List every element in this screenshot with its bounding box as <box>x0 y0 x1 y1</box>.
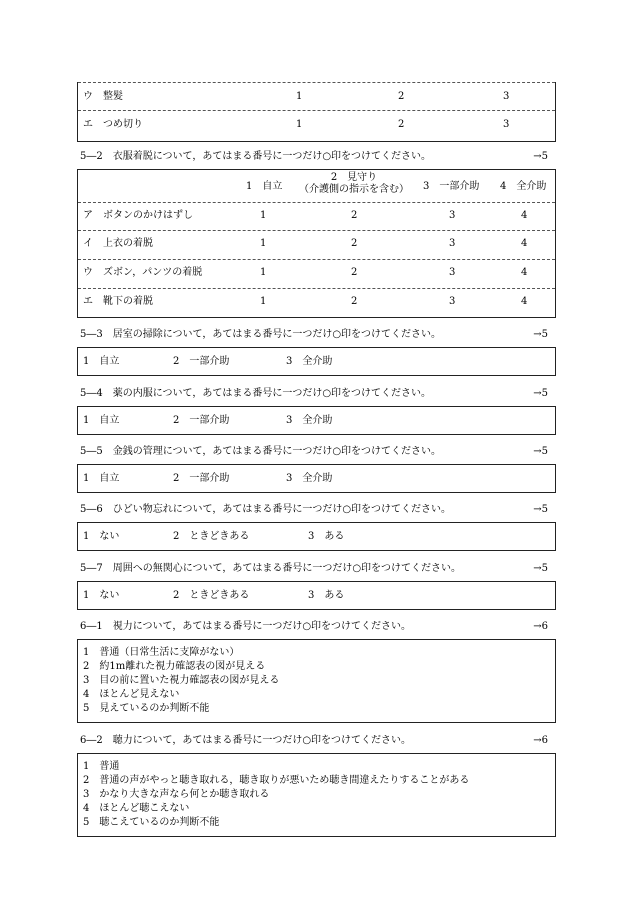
question-title: 5―6 ひどい物忘れについて，あてはまる番号に一つだけ○印をつけてください。 <box>80 504 452 515</box>
option-5[interactable]: 5 見えているのか判断不能 <box>83 703 210 714</box>
option-1[interactable]: 1 <box>296 119 303 130</box>
next-arrow: →5 <box>533 446 548 457</box>
header-independent: 1 自立 <box>246 181 283 192</box>
question-title: 5―3 居室の掃除について，あてはまる番号に一つだけ○印をつけてください。 <box>80 329 442 340</box>
row-label: ウ ズボン，パンツの着脱 <box>83 267 203 278</box>
option-3[interactable]: 3 かなり大きな声なら何とか聴き取れる <box>83 789 270 800</box>
option-2[interactable]: 2 一部介助 <box>173 473 230 484</box>
row-label: エ 靴下の着脱 <box>83 296 153 307</box>
option-1[interactable]: 1 <box>260 296 267 307</box>
option-4[interactable]: 4 <box>521 267 528 278</box>
option-1[interactable]: 1 自立 <box>83 415 120 426</box>
option-3[interactable]: 3 <box>503 91 510 102</box>
header-watch-note: （介護側の指示を含む） <box>299 184 409 195</box>
option-1[interactable]: 1 <box>260 267 267 278</box>
option-1[interactable]: 1 普通 <box>83 761 120 772</box>
next-arrow: →5 <box>533 329 548 340</box>
table-divider <box>78 288 555 289</box>
table-divider <box>78 230 555 231</box>
header-watch: 2 見守り <box>330 172 378 183</box>
option-2[interactable]: 2 ときどきある <box>173 531 250 542</box>
option-3[interactable]: 3 目の前に置いた視力確認表の図が見える <box>83 675 280 686</box>
option-5[interactable]: 5 聴こえているのか判断不能 <box>83 817 220 828</box>
option-1[interactable]: 1 普通（日常生活に支障がない） <box>83 647 240 658</box>
row-label: エ つめ切り <box>83 119 143 130</box>
next-arrow: →6 <box>533 735 548 746</box>
option-2[interactable]: 2 <box>351 238 358 249</box>
q5-5-options <box>77 464 556 493</box>
table-divider <box>78 110 555 111</box>
option-4[interactable]: 4 <box>521 296 528 307</box>
option-2[interactable]: 2 <box>398 119 405 130</box>
next-arrow: →5 <box>533 504 548 515</box>
option-3[interactable]: 3 <box>449 296 456 307</box>
next-arrow: →5 <box>533 563 548 574</box>
row-label: ア ボタンのかけはずし <box>83 210 193 221</box>
option-2[interactable]: 2 一部介助 <box>173 356 230 367</box>
option-1[interactable]: 1 自立 <box>83 356 120 367</box>
question-title: 5―7 周囲への無関心について，あてはまる番号に一つだけ○印をつけてください。 <box>80 563 462 574</box>
header-partial: 3 一部介助 <box>423 181 480 192</box>
table-divider <box>78 259 555 260</box>
option-2[interactable]: 2 <box>351 210 358 221</box>
option-3[interactable]: 3 ある <box>308 531 345 542</box>
option-1[interactable]: 1 ない <box>83 590 120 601</box>
top-table <box>77 82 556 142</box>
option-2[interactable]: 2 <box>351 296 358 307</box>
option-3[interactable]: 3 全介助 <box>286 473 333 484</box>
option-2[interactable]: 2 約1m離れた視力確認表の図が見える <box>83 661 266 672</box>
q5-3-options <box>77 347 556 376</box>
option-4[interactable]: 4 ほとんど聴こえない <box>83 803 190 814</box>
option-2[interactable]: 2 <box>351 267 358 278</box>
q5-6-options <box>77 522 556 551</box>
question-title: 6―2 聴力について，あてはまる番号に一つだけ○印をつけてください。 <box>80 735 412 746</box>
option-1[interactable]: 1 ない <box>83 531 120 542</box>
question-title: 5―2 衣服着脱について，あてはまる番号に一つだけ○印をつけてください。 <box>80 151 432 162</box>
next-arrow: →5 <box>533 388 548 399</box>
q6-2-options <box>77 753 556 837</box>
option-3[interactable]: 3 全介助 <box>286 356 333 367</box>
option-3[interactable]: 3 全介助 <box>286 415 333 426</box>
option-3[interactable]: 3 ある <box>308 590 345 601</box>
table-divider <box>78 82 555 83</box>
option-4[interactable]: 4 ほとんど見えない <box>83 689 180 700</box>
next-arrow: →6 <box>533 621 548 632</box>
option-1[interactable]: 1 自立 <box>83 473 120 484</box>
header-full: 4 全介助 <box>500 181 547 192</box>
option-3[interactable]: 3 <box>449 210 456 221</box>
option-3[interactable]: 3 <box>449 238 456 249</box>
option-2[interactable]: 2 普通の声がやっと聴き取れる，聴き取りが悪いため聴き間違えたりすることがある <box>83 775 470 786</box>
option-1[interactable]: 1 <box>296 91 303 102</box>
question-title: 5―5 金銭の管理について，あてはまる番号に一つだけ○印をつけてください。 <box>80 446 442 457</box>
q6-1-options <box>77 639 556 723</box>
question-title: 5―4 薬の内服について，あてはまる番号に一つだけ○印をつけてください。 <box>80 388 432 399</box>
option-2[interactable]: 2 一部介助 <box>173 415 230 426</box>
row-label: ウ 整髪 <box>83 91 123 102</box>
option-2[interactable]: 2 <box>398 91 405 102</box>
option-2[interactable]: 2 ときどきある <box>173 590 250 601</box>
table-divider <box>78 202 555 203</box>
q5-7-options <box>77 581 556 610</box>
row-label: イ 上衣の着脱 <box>83 238 153 249</box>
next-arrow: →5 <box>533 151 548 162</box>
option-4[interactable]: 4 <box>521 238 528 249</box>
question-title: 6―1 視力について，あてはまる番号に一つだけ○印をつけてください。 <box>80 621 412 632</box>
option-3[interactable]: 3 <box>503 119 510 130</box>
option-1[interactable]: 1 <box>260 238 267 249</box>
q5-2-table <box>77 169 556 318</box>
option-1[interactable]: 1 <box>260 210 267 221</box>
option-3[interactable]: 3 <box>449 267 456 278</box>
option-4[interactable]: 4 <box>521 210 528 221</box>
q5-4-options <box>77 406 556 435</box>
